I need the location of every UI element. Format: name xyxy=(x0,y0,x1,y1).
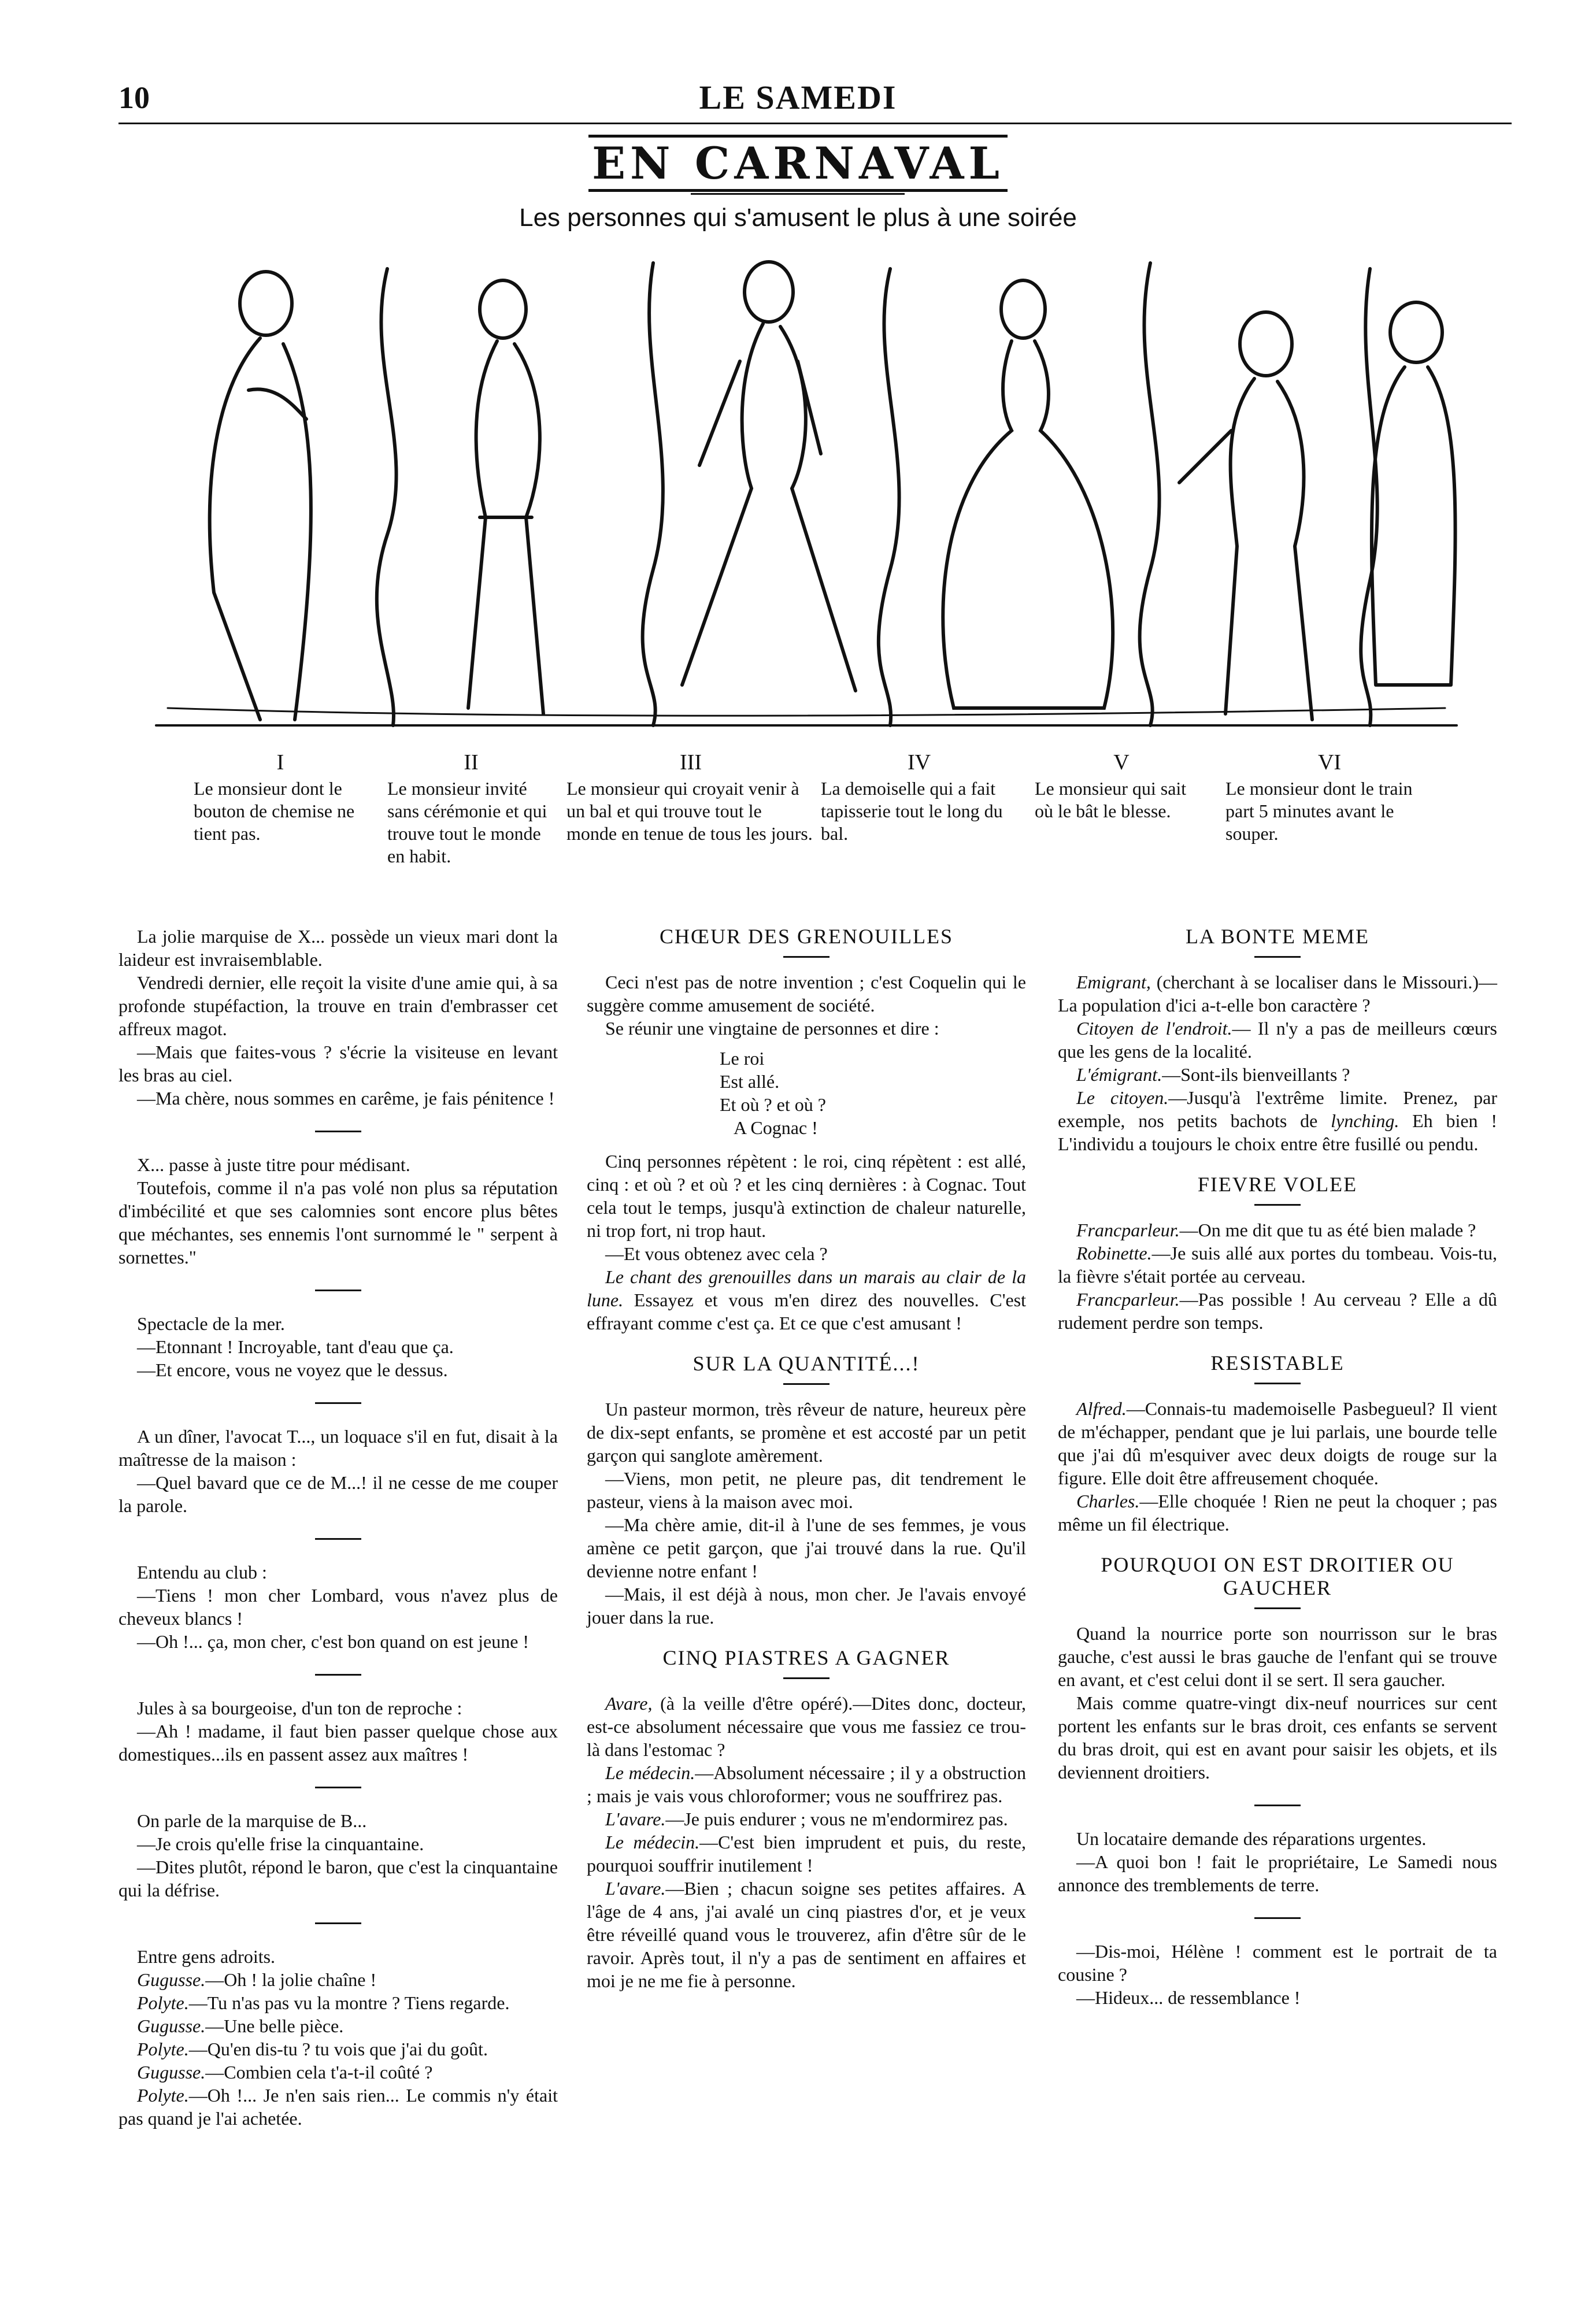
paragraph: Un pasteur mormon, très rêveur de nature, heureux père de dix-sept enfants, se promène et est accosté par un petit garçon qui sanglote amèrement. xyxy=(587,1399,1026,1466)
feature-title xyxy=(0,138,1596,189)
verse-line: Le roi xyxy=(720,1048,765,1069)
separator xyxy=(315,1538,361,1540)
heading-rule xyxy=(1254,1607,1301,1609)
heading-rule xyxy=(783,1677,830,1679)
dialogue-line xyxy=(119,1968,558,1991)
heading-rule xyxy=(1254,1383,1301,1384)
line-text: —Je puis endurer ; vous ne m'endormirez pas. xyxy=(665,1809,1008,1829)
dialogue-line xyxy=(587,1761,1026,1807)
paragraph: Spectacle de la mer. xyxy=(137,1313,285,1334)
paragraph: Mais comme quatre-vingt dix-neuf nourrices sur cent portent les enfants sur le bras droit, ces enfants se servent du bras droit, qui est en avant pour saisir les objets, et ils deviennent droitiers. xyxy=(1058,1692,1497,1783)
line-text: (à la veille d'être opéré).—Dites donc, docteur, est-ce absolument nécessaire que vous me fassiez ce trou-là dans l'estomac ? xyxy=(587,1693,1026,1760)
dialogue-line xyxy=(119,2014,558,2037)
paragraph: Entre gens adroits. xyxy=(137,1946,276,1967)
heading-rule xyxy=(783,956,830,958)
line-text: —Oh ! la jolie chaîne ! xyxy=(205,1969,377,1990)
separator xyxy=(315,1290,361,1291)
heading-rule xyxy=(1254,956,1301,958)
paragraph: —Dis-moi, Hélène ! comment est le portrait de ta cousine ? xyxy=(1058,1941,1497,1985)
column-right xyxy=(1058,925,1497,2009)
paragraph: —A quoi bon ! fait le propriétaire, Le Samedi nous annonce des tremblements de terre. xyxy=(1058,1851,1497,1895)
paragraph: —Dites plutôt, répond le baron, que c'est la cinquantaine qui la défrise. xyxy=(119,1857,558,1900)
caption-text: La demoiselle qui a fait tapisserie tout le long du bal. xyxy=(821,778,1003,844)
dialogue-line xyxy=(1058,1397,1497,1490)
speaker: Gugusse. xyxy=(137,2062,206,2083)
caption-text: Le monsieur invité sans cérémonie et qui trouve tout le monde en habit. xyxy=(387,778,547,866)
line-text: —Elle choquée ! Rien ne peut la choquer ; pas même un fil électrique. xyxy=(1058,1491,1497,1535)
caption-text: Le monsieur qui sait où le bât le blesse. xyxy=(1035,778,1187,821)
italic-phrase: Le chant des grenouilles dans un marais au clair de la lune. xyxy=(587,1266,1026,1310)
paragraph: La jolie marquise de X... possède un vieux mari dont la laideur est invraisemblable. xyxy=(119,926,558,970)
paragraph: Vendredi dernier, elle reçoit la visite d'une amie qui, à sa profonde stupéfaction, la trouve en train d'embrasser cet affreux magot. xyxy=(119,972,558,1039)
column-middle xyxy=(587,925,1026,1992)
heading-rule xyxy=(1254,1204,1301,1206)
caption-numeral: I xyxy=(276,750,284,775)
dialogue-line xyxy=(1058,1242,1497,1288)
line-text: —Une belle pièce. xyxy=(205,2016,344,2036)
dialogue-line xyxy=(1058,1063,1497,1086)
line-text: —C'est bien imprudent et puis, du reste, pourquoi souffrir inutilement ! xyxy=(587,1832,1027,1876)
dialogue-line xyxy=(1058,970,1497,1017)
section-heading: POURQUOI ON EST DROITIER OU GAUCHER xyxy=(1101,1553,1454,1599)
dialogue-line xyxy=(1058,1218,1497,1242)
caption-6 xyxy=(1225,751,1434,845)
caption-3 xyxy=(566,751,815,845)
paragraph: Cinq personnes répètent : le roi, cinq répètent : est allé, cinq : et où ? et où ? et les cinq dernières : à Cognac. Tout cela tout le temps, jusqu'à extinction de chaleur naturelle, ni trop fort, ni trop haut. xyxy=(587,1151,1026,1241)
paragraph: Se réunir une vingtaine de personnes et dire : xyxy=(605,1018,939,1039)
paragraph: —Ma chère, nous sommes en carême, je fais pénitence ! xyxy=(137,1088,555,1109)
heading-rule xyxy=(783,1383,830,1385)
line-text: —Je suis allé aux portes du tombeau. Vois-tu, la fièvre s'était portée au cerveau. xyxy=(1058,1243,1497,1287)
speaker: Francparleur. xyxy=(1076,1220,1180,1240)
section-heading: SUR LA QUANTITÉ...! xyxy=(693,1352,920,1375)
speaker: Le citoyen. xyxy=(1076,1087,1169,1108)
dialogue-line xyxy=(1058,1490,1497,1536)
paragraph: —Oh !... ça, mon cher, c'est bon quand on est jeune ! xyxy=(137,1631,529,1652)
separator xyxy=(315,1922,361,1924)
paragraph: On parle de la marquise de B... xyxy=(137,1810,367,1831)
dialogue-line xyxy=(587,1831,1026,1877)
separator xyxy=(315,1674,361,1676)
section-heading: LA BONTE MEME xyxy=(1186,925,1369,948)
feature-title-text: EN CARNAVAL xyxy=(588,135,1008,192)
caption-numeral: III xyxy=(680,750,702,775)
line-text: —Absolument nécessaire ; il y a obstruction ; mais je vais vous chloroformer; vous ne souffrirez pas. xyxy=(587,1762,1027,1806)
column-left xyxy=(119,925,558,2130)
line-text: —Combien cela t'a-t-il coûté ? xyxy=(205,2062,433,2083)
speaker: Polyte. xyxy=(137,2039,189,2059)
speaker: Charles. xyxy=(1076,1491,1140,1511)
paragraph: Entendu au club : xyxy=(137,1562,267,1583)
section-heading: CHŒUR DES GRENOUILLES xyxy=(659,925,953,948)
paragraph: —Mais, il est déjà à nous, mon cher. Je l'avais envoyé jouer dans la rue. xyxy=(587,1584,1026,1628)
masthead: LE SAMEDI xyxy=(699,79,897,116)
section-heading: FIEVRE VOLEE xyxy=(1197,1173,1358,1196)
italic-word: lynching. xyxy=(1331,1110,1399,1131)
header-rule xyxy=(119,123,1512,124)
caption-text: Le monsieur dont le bouton de chemise ne tient pas. xyxy=(194,778,355,844)
verse-line: Et où ? et où ? xyxy=(720,1094,826,1115)
caption-numeral: VI xyxy=(1317,750,1342,775)
paragraph: —Ma chère amie, dit-il à l'une de ses femmes, je vous amène ce petit garçon, que j'ai trouvé dans la rue. Qu'il devienne notre enfant ! xyxy=(587,1514,1026,1581)
paragraph: Un locataire demande des réparations urgentes. xyxy=(1076,1828,1427,1849)
speaker: Gugusse. xyxy=(137,1969,206,1990)
verse-line: Est allé. xyxy=(720,1071,780,1092)
separator xyxy=(315,1131,361,1132)
speaker: Emigrant, xyxy=(1076,972,1151,992)
line-text: —Pas possible ! Au cerveau ? Elle a dû rudement perdre son temps. xyxy=(1058,1289,1497,1333)
dialogue-line xyxy=(1058,1086,1497,1155)
caption-text: Le monsieur dont le train part 5 minutes avant le souper. xyxy=(1225,778,1413,844)
caption-numeral: II xyxy=(464,750,479,775)
line-text: —Oh !... Je n'en sais rien... Le commis n'y était pas quand je l'ai achetée. xyxy=(119,2085,558,2129)
line-text: —Qu'en dis-tu ? tu vois que j'ai du goût. xyxy=(188,2039,488,2059)
paragraph: —Mais que faites-vous ? s'écrie la visiteuse en levant les bras au ciel. xyxy=(119,1042,558,1085)
separator xyxy=(315,1787,361,1788)
line-text: —Jusqu'à l'extrême limite. Prenez, par exemple, nos petits bachots de xyxy=(1058,1087,1497,1131)
line-text: —Sont-ils bienveillants ? xyxy=(1162,1064,1350,1085)
separator xyxy=(1254,1805,1301,1806)
caption-5 xyxy=(1035,751,1208,823)
paragraph: —Hideux... de ressemblance ! xyxy=(1076,1987,1301,2008)
speaker: Alfred. xyxy=(1076,1398,1127,1419)
dialogue-line xyxy=(587,1807,1026,1831)
dialogue-line xyxy=(119,2061,558,2084)
speaker: Francparleur. xyxy=(1076,1289,1180,1310)
speaker: Le médecin. xyxy=(605,1832,700,1853)
dialogue-line xyxy=(1058,1017,1497,1063)
caption-numeral: IV xyxy=(907,750,931,775)
paragraph: —Viens, mon petit, ne pleure pas, dit tendrement le pasteur, viens à la maison avec moi. xyxy=(587,1468,1026,1512)
verse-line: A Cognac ! xyxy=(734,1117,818,1138)
speaker: L'émigrant. xyxy=(1076,1064,1162,1085)
speaker: Citoyen de l'endroit. xyxy=(1076,1018,1232,1039)
page-number: 10 xyxy=(119,80,150,115)
line-text: — Il n'y a pas de meilleurs cœurs que les gens de la localité. xyxy=(1058,1018,1498,1062)
paragraph: Quand la nourrice porte son nourrisson sur le bras gauche, c'est aussi le bras gauche de l'enfant qui se trouve en avant, et c'est celui dont il se sert. Il sera gaucher. xyxy=(1058,1623,1497,1690)
dialogue-line xyxy=(119,2037,558,2061)
paragraph: A un dîner, l'avocat T..., un loquace s'il en fut, disait à la maîtresse de la maison : xyxy=(119,1426,558,1470)
section-heading: CINQ PIASTRES A GAGNER xyxy=(662,1646,950,1669)
paragraph: —Je crois qu'elle frise la cinquantaine. xyxy=(137,1833,424,1854)
paragraph: —Etonnant ! Incroyable, tant d'eau que ça. xyxy=(137,1336,454,1357)
line-text: —Bien ; chacun soigne ses petites affaires. A l'âge de 4 ans, j'ai avalé un cinq piastres d'or, et je veux être réveillé quand vous le trouverez, afin d'être sûr de le ravoir. Après tout, il n'y a pas de sentiment en affaires et moi je ne me fie à personne. xyxy=(587,1878,1026,1991)
speaker: Gugusse. xyxy=(137,2016,206,2036)
paragraph: —Et encore, vous ne voyez que le dessus. xyxy=(137,1359,448,1380)
caption-4 xyxy=(821,751,1017,845)
speaker: Le médecin. xyxy=(605,1762,695,1783)
speaker: Avare, xyxy=(605,1693,653,1714)
speaker: Robinette. xyxy=(1076,1243,1152,1264)
dialogue-line xyxy=(1058,1288,1497,1334)
paragraph: Jules à sa bourgeoise, d'un ton de reproche : xyxy=(137,1698,462,1718)
line-text: —On me dit que tu as été bien malade ? xyxy=(1179,1220,1476,1240)
paragraph: Toutefois, comme il n'a pas volé non plus sa réputation d'imbécilité et que ses calomnies sont encore plus bêtes que méchantes, ses ennemis l'ont surnommé le " serpent à sornettes." xyxy=(119,1177,558,1268)
caricature-illustration xyxy=(145,246,1468,743)
caption-text: Le monsieur qui croyait venir à un bal et qui trouve tout le monde en tenue de tous les jours. xyxy=(566,778,813,844)
paragraph: X... passe à juste titre pour médisant. xyxy=(137,1154,410,1175)
paragraph-text: Essayez et vous m'en direz des nouvelles. C'est effrayant comme c'est ça. Et ce que c'est amusant ! xyxy=(587,1290,1026,1333)
separator xyxy=(1254,1917,1301,1919)
verse-block xyxy=(720,1047,1026,1139)
paragraph xyxy=(587,1265,1026,1335)
speaker: L'avare. xyxy=(605,1809,666,1829)
speaker: Polyte. xyxy=(137,2085,189,2106)
paragraph: Ceci n'est pas de notre invention ; c'est Coquelin qui le suggère comme amusement de société. xyxy=(587,972,1026,1016)
speaker: Polyte. xyxy=(137,1992,189,2013)
speaker: L'avare. xyxy=(605,1878,666,1899)
dialogue-line xyxy=(587,1692,1026,1761)
paragraph: —Ah ! madame, il faut bien passer quelque chose aux domestiques...ils en passent assez aux maîtres ! xyxy=(119,1721,558,1765)
feature-subtitle: Les personnes qui s'amusent le plus à une soirée xyxy=(519,203,1077,232)
section-heading: RESISTABLE xyxy=(1210,1351,1345,1374)
line-text: —Tu n'as pas vu la montre ? Tiens regarde. xyxy=(188,1992,510,2013)
line-text: (cherchant à se localiser dans le Missouri.)—La population d'ici a-t-elle bon caractère ? xyxy=(1058,972,1497,1016)
separator xyxy=(315,1402,361,1404)
line-text: Eh bien ! L'individu a toujours le choix entre être fusillé ou pendu. xyxy=(1058,1110,1498,1154)
paragraph: —Et vous obtenez avec cela ? xyxy=(605,1243,828,1264)
caption-1 xyxy=(194,751,367,845)
paragraph: —Quel bavard que ce de M...! il ne cesse de me couper la parole. xyxy=(119,1472,558,1516)
dialogue-line xyxy=(587,1877,1026,1992)
dialogue-line xyxy=(119,1991,558,2014)
caption-2 xyxy=(387,751,555,868)
title-rule xyxy=(691,193,905,195)
dialogue-line xyxy=(119,2084,558,2130)
paragraph: —Tiens ! mon cher Lombard, vous n'avez plus de cheveux blancs ! xyxy=(119,1585,558,1629)
caption-numeral: V xyxy=(1113,750,1130,775)
line-text: —Connais-tu mademoiselle Pasbegueul? Il vient de m'échapper, pendant que je lui parlais, une bourde telle que j'ai dû m'esquiver avec deux doigts de rouge sur la figure. Elle doit être affreusement choquée. xyxy=(1058,1398,1497,1488)
